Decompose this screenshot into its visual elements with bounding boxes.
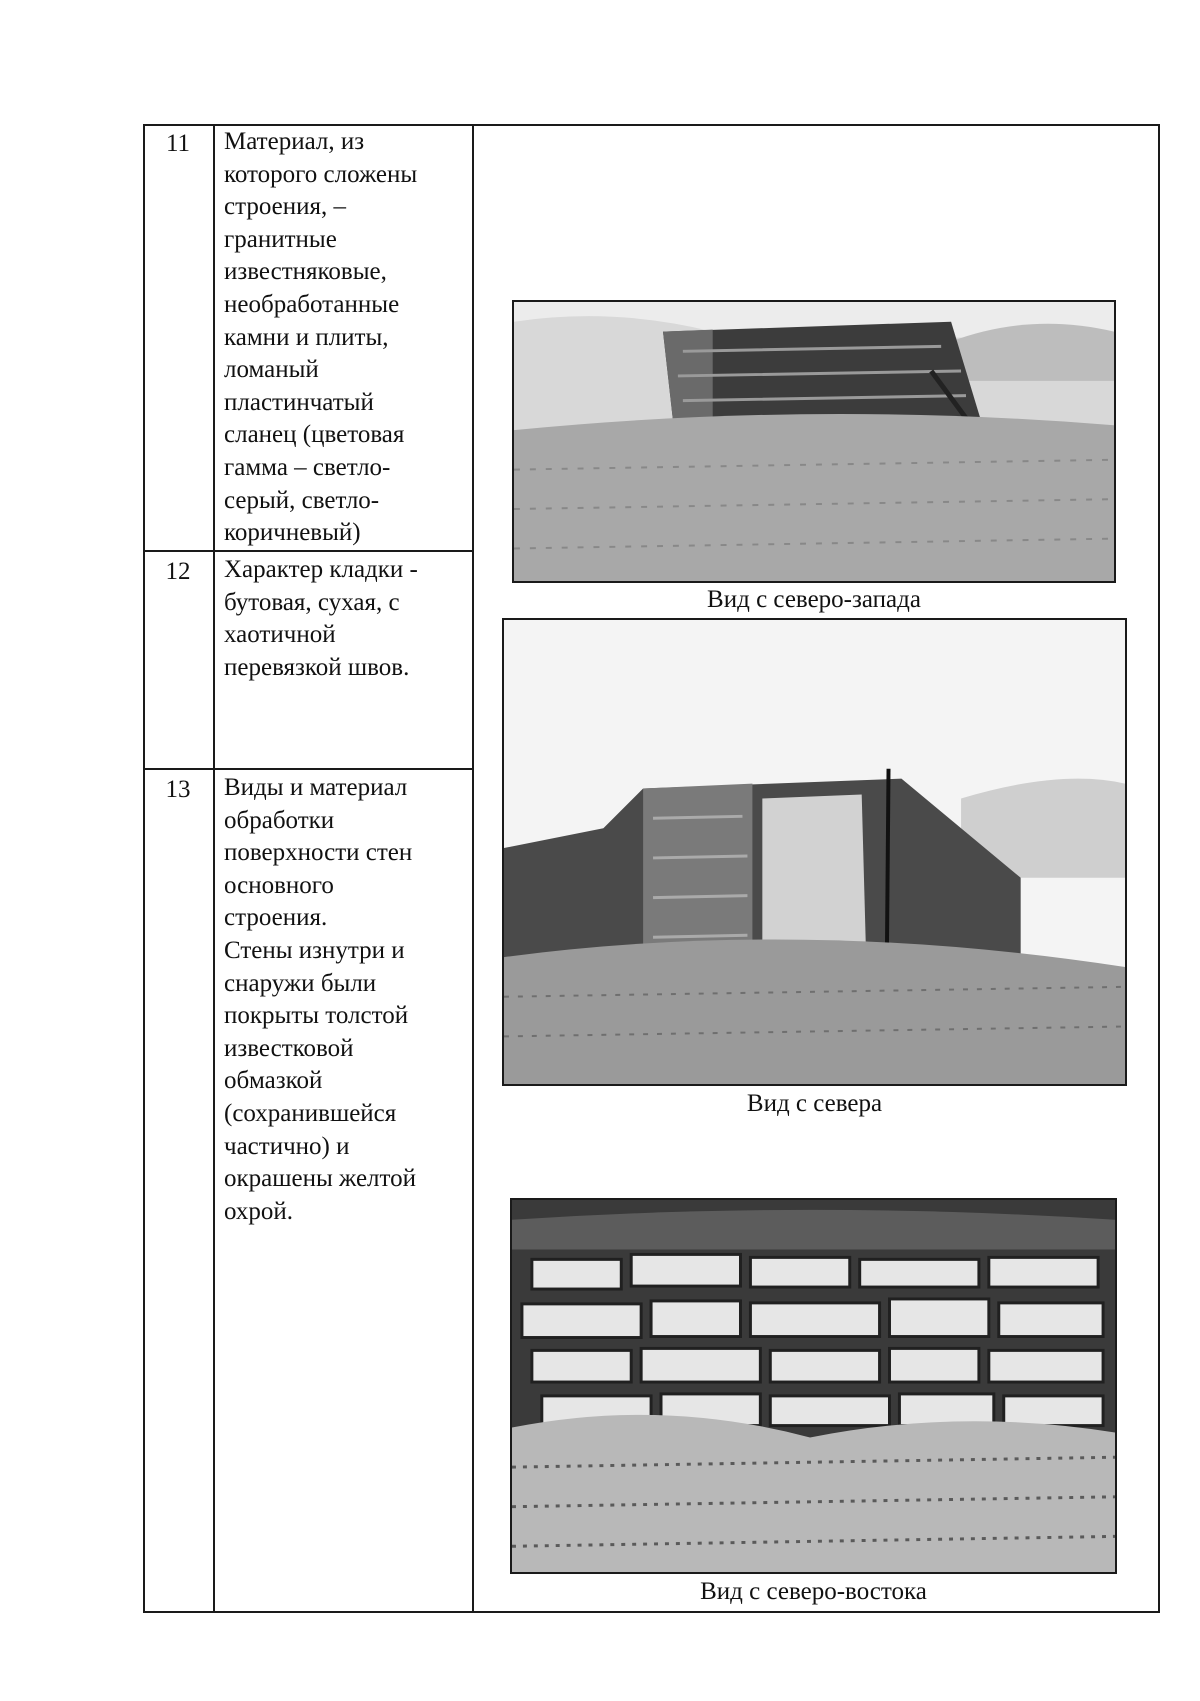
text-line: покрыты толстой [224,1002,409,1030]
row-number: 11 [165,130,191,157]
text-line: основного [224,871,334,899]
text-line: камни и плиты, [224,323,389,351]
text-line: сланец (цветовая [224,421,405,449]
text-line: окрашены желтой [224,1165,417,1193]
stone-building-photo [514,302,1114,581]
text-line: бутовая, сухая, с [224,588,400,616]
text-line: известняковые, [224,258,387,286]
photo-caption: Вид с северо-запада [707,586,921,613]
text-line: строения. [224,904,328,932]
text-line: (сохранившейся [224,1099,397,1127]
text-line: серый, светло- [224,486,380,514]
text-line: необработанные [224,290,400,318]
row-divider [143,768,474,770]
text-line: Характер кладки - [224,556,418,583]
text-line: хаотичной [224,621,336,649]
text-line: коричневый) [224,519,361,547]
row-description [224,554,468,684]
text-line: пластинчатый [224,388,374,416]
stone-building-photo [504,620,1125,1084]
photo-caption: Вид с северо-востока [700,1578,927,1605]
text-line: обработки [224,806,335,834]
text-line: Стены изнутри и [224,936,405,964]
column-divider [472,124,474,1613]
stone-building-photo [512,1200,1115,1572]
text-line: обмазкой [224,1067,323,1095]
text-line: перевязкой швов. [224,653,410,681]
text-line: частично) и [224,1132,350,1160]
photo-northeast-view [510,1198,1117,1574]
text-line: ломаный [224,356,319,384]
photo-north-view [502,618,1127,1086]
row-description [224,772,468,1228]
row-divider [143,550,474,552]
text-line: снаружи были [224,969,377,997]
row-number: 13 [165,776,191,803]
photo-caption: Вид с севера [746,1090,883,1117]
text-line: поверхности стен [224,839,413,867]
text-line: которого сложены [224,160,418,188]
row-description [224,126,468,550]
photo-northwest-view [512,300,1116,583]
row-number: 12 [165,558,191,585]
text-line: Виды и материал [224,774,408,801]
text-line: Материал, из [224,128,365,155]
text-line: гамма – светло- [224,453,391,481]
text-line: известковой [224,1034,354,1062]
column-divider [213,124,215,1613]
text-line: гранитные [224,225,337,253]
text-line: строения, – [224,193,346,221]
text-line: охрой. [224,1197,294,1225]
